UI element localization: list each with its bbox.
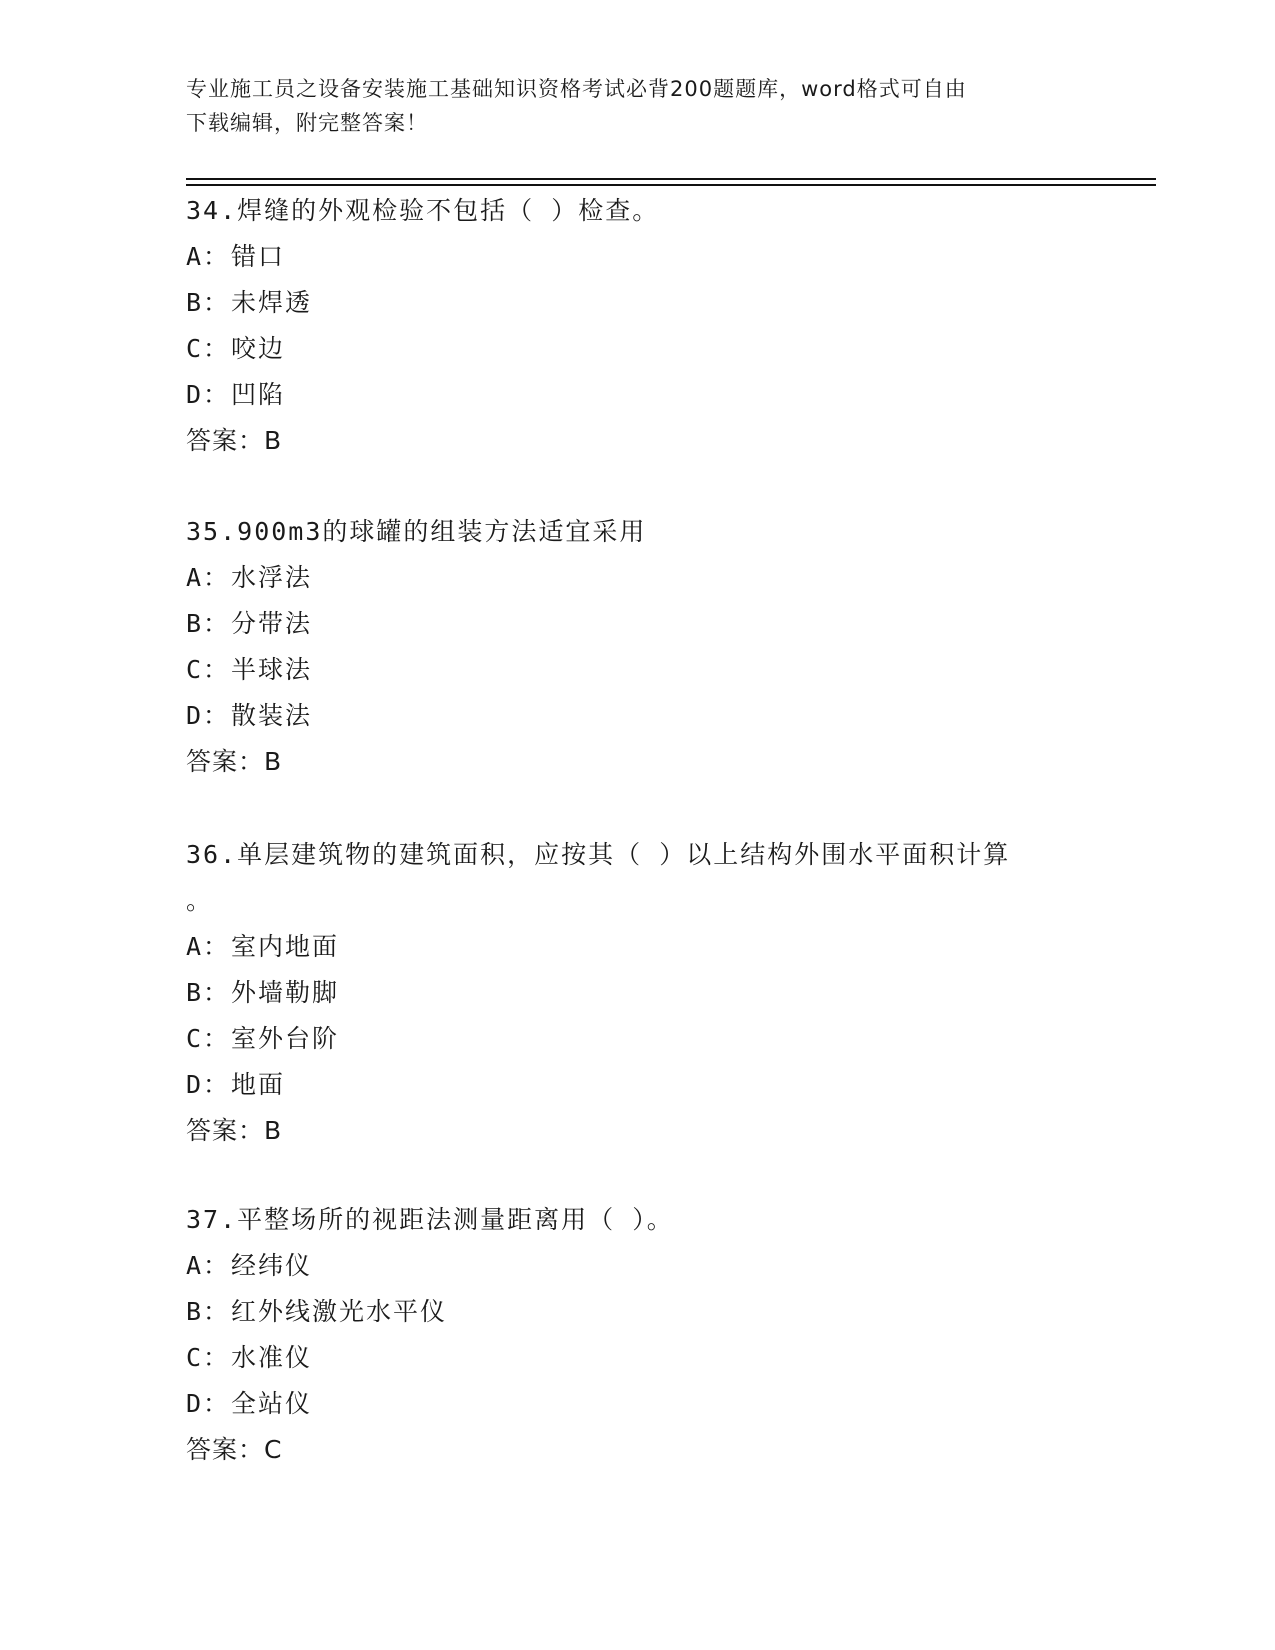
- option-b: [186, 601, 1086, 647]
- header-line-1: 专业施工员之设备安装施工基础知识资格考试必背200题题库，word格式可自由: [186, 77, 967, 101]
- question-36: [186, 832, 1086, 1154]
- option-text: 水浮法: [231, 563, 313, 592]
- option-text: 散装法: [231, 701, 313, 730]
- option-text: 错口: [231, 242, 286, 271]
- option-letter: D：: [186, 1389, 231, 1418]
- option-text: 未焊透: [231, 288, 313, 317]
- option-text: 分带法: [231, 609, 313, 638]
- option-text: 全站仪: [231, 1389, 313, 1418]
- answer-label: 答案：B: [186, 1116, 283, 1145]
- header-line-2: 下载编辑，附完整答案！: [186, 111, 428, 135]
- question-title: 36.单层建筑物的建筑面积，应按其（ ）以上结构外围水平面积计算: [186, 840, 1011, 869]
- option-c: [186, 647, 1086, 693]
- option-d: [186, 693, 1086, 739]
- option-d: [186, 1062, 1086, 1108]
- option-text: 室内地面: [231, 932, 340, 961]
- option-text: 半球法: [231, 655, 313, 684]
- answer-label: 答案：B: [186, 747, 283, 776]
- option-text: 地面: [231, 1070, 286, 1099]
- option-text: 经纬仪: [231, 1251, 313, 1280]
- option-letter: C：: [186, 655, 231, 684]
- option-letter: D：: [186, 380, 231, 409]
- option-b: [186, 1289, 1086, 1335]
- option-text: 红外线激光水平仪: [231, 1297, 448, 1326]
- option-letter: C：: [186, 1024, 231, 1053]
- option-text: 凹陷: [231, 380, 286, 409]
- option-a: [186, 924, 1086, 970]
- answer-label: 答案：B: [186, 426, 283, 455]
- option-b: [186, 280, 1086, 326]
- option-c: [186, 326, 1086, 372]
- question-title: 34.焊缝的外观检验不包括（ ）检查。: [186, 196, 660, 225]
- option-d: [186, 1381, 1086, 1427]
- question-title: 37.平整场所的视距法测量距离用（ ）。: [186, 1205, 674, 1234]
- question-title: 35.900m3的球罐的组装方法适宜采用: [186, 517, 647, 546]
- option-letter: A：: [186, 932, 231, 961]
- option-letter: B：: [186, 609, 231, 638]
- question-title-continued: 。: [186, 886, 214, 915]
- option-letter: A：: [186, 1251, 231, 1280]
- option-letter: B：: [186, 288, 231, 317]
- option-c: [186, 1335, 1086, 1381]
- header-divider-top: [186, 178, 1156, 180]
- option-c: [186, 1016, 1086, 1062]
- option-text: 水准仪: [231, 1343, 313, 1372]
- option-a: [186, 1243, 1086, 1289]
- option-letter: A：: [186, 242, 231, 271]
- document-header: [186, 72, 1086, 140]
- option-letter: D：: [186, 701, 231, 730]
- header-divider-bottom: [186, 184, 1156, 186]
- option-a: [186, 234, 1086, 280]
- option-d: [186, 372, 1086, 418]
- option-a: [186, 555, 1086, 601]
- answer-label: 答案：C: [186, 1435, 283, 1464]
- question-35: [186, 509, 1086, 785]
- question-37: [186, 1197, 1086, 1473]
- option-letter: C：: [186, 334, 231, 363]
- option-b: [186, 970, 1086, 1016]
- option-text: 咬边: [231, 334, 286, 363]
- option-letter: A：: [186, 563, 231, 592]
- option-letter: B：: [186, 978, 231, 1007]
- question-34: [186, 188, 1086, 464]
- option-text: 室外台阶: [231, 1024, 340, 1053]
- option-letter: C：: [186, 1343, 231, 1372]
- option-text: 外墙勒脚: [231, 978, 340, 1007]
- option-letter: B：: [186, 1297, 231, 1326]
- option-letter: D：: [186, 1070, 231, 1099]
